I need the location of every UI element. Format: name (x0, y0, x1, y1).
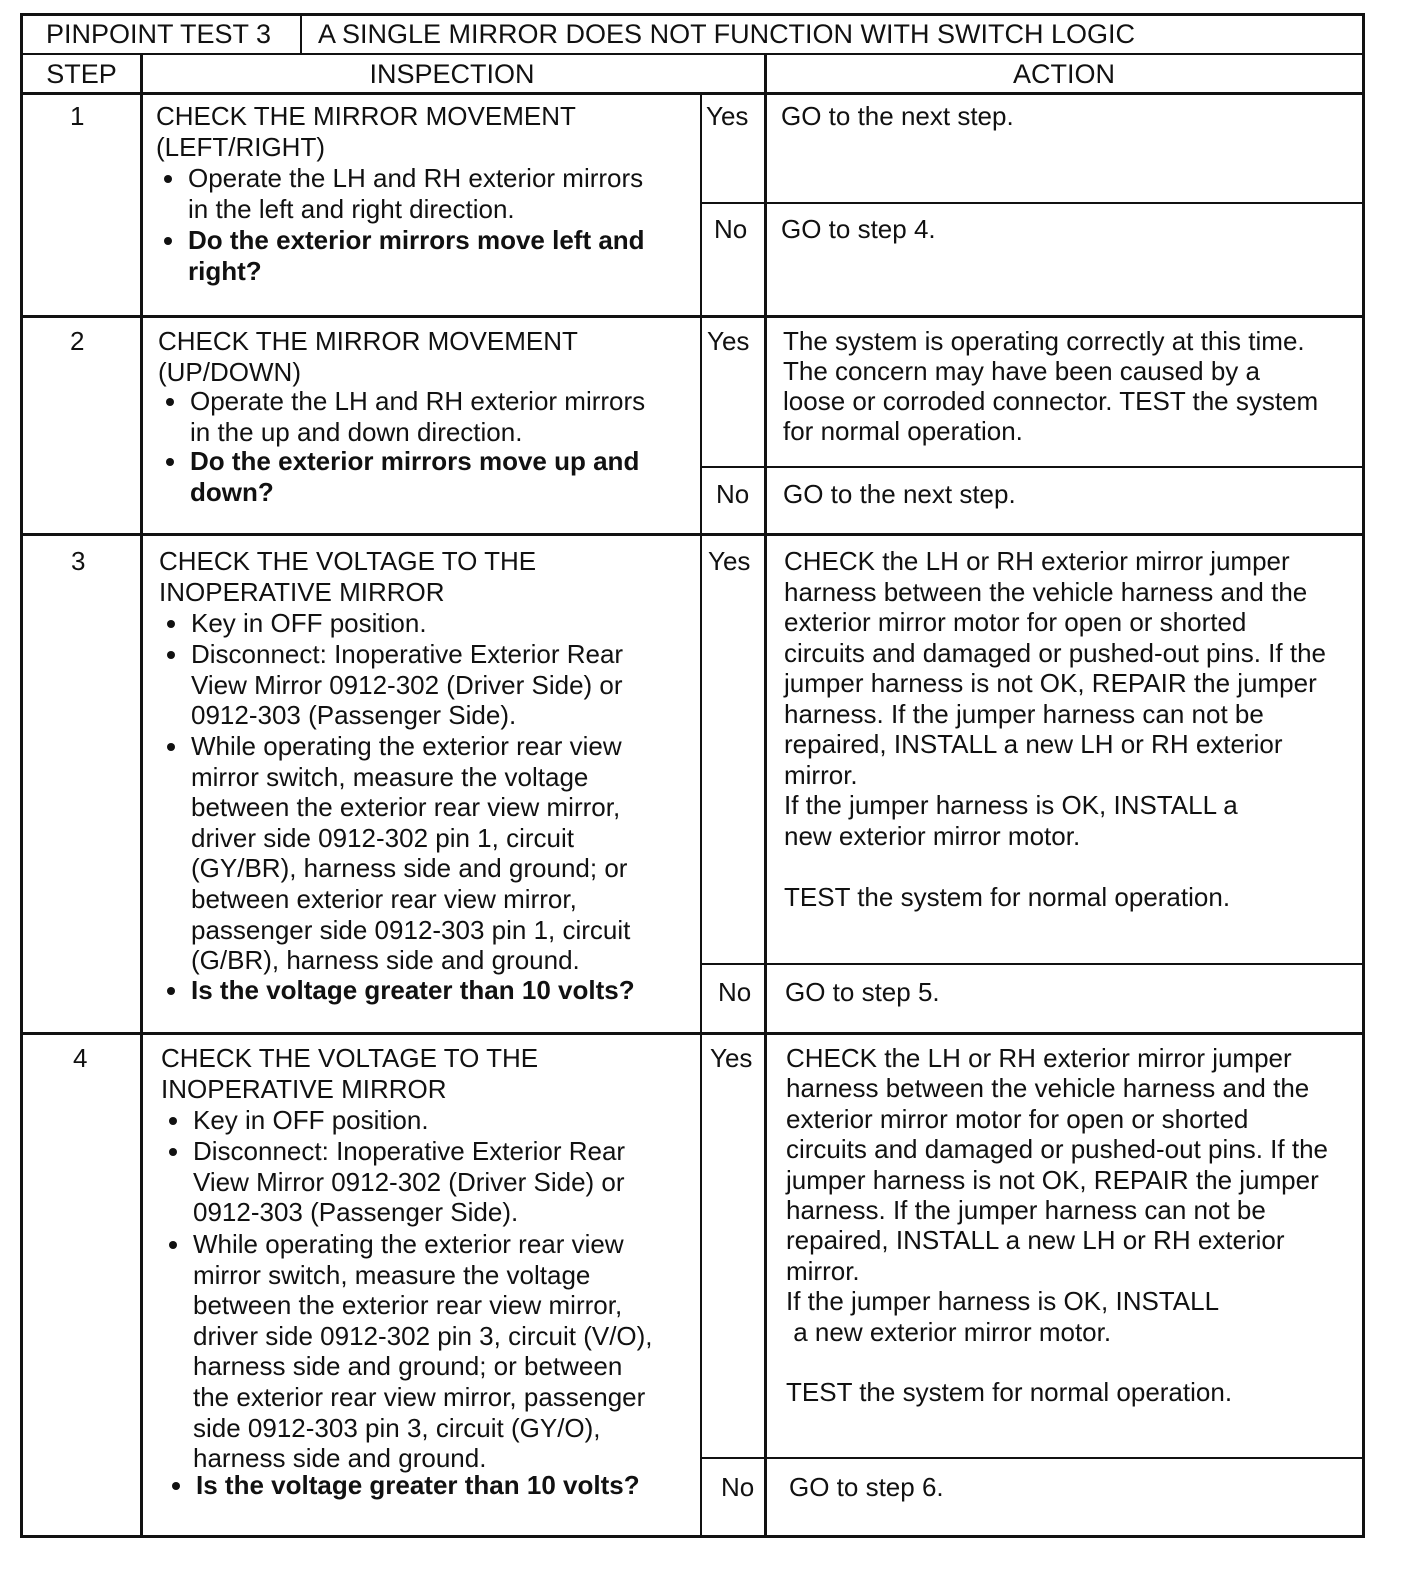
bullet-line: harness side and ground. (193, 1443, 487, 1474)
step-2-bullet-1 (190, 386, 645, 447)
bullet-line: 0912-303 (Passenger Side). (191, 700, 517, 731)
bullet-line: Is the voltage greater than 10 volts? (196, 1470, 640, 1500)
bullet-line: 0912-303 (Passenger Side). (193, 1197, 519, 1228)
step-1-number: 1 (70, 101, 85, 131)
action-line: exterior mirror motor for open or shorted (786, 1103, 1249, 1134)
bullet-icon (169, 1148, 177, 1156)
action-line (784, 851, 1326, 882)
step-3-bullet-2 (191, 639, 623, 731)
bullet-line: side 0912-303 pin 3, circuit (GY/O), (193, 1412, 601, 1443)
step-3-number: 3 (71, 546, 86, 576)
step-column-divider (140, 54, 143, 1536)
step-1-bullet-1 (188, 163, 643, 224)
step-4-question (196, 1470, 640, 1501)
action-line: TEST the system for normal operation. (784, 881, 1231, 912)
action-line (786, 1347, 1328, 1377)
title-row-divider (20, 53, 1365, 55)
action-line: new exterior mirror motor. (784, 820, 1081, 851)
action-line: The system is operating correctly at this time. (783, 326, 1305, 356)
step-4-bullet-3 (193, 1229, 653, 1474)
bullet-icon (169, 1241, 177, 1249)
step-4-no-label: No (721, 1472, 755, 1502)
action-line: GO to step 4. (781, 214, 936, 244)
bullet-line: Disconnect: Inoperative Exterior Rear (191, 639, 624, 669)
action-line: mirror. (784, 759, 858, 790)
bullet-icon (167, 987, 175, 995)
bullet-icon (169, 1117, 177, 1125)
bullet-icon (167, 743, 175, 751)
step-4-yes-action (786, 1043, 1328, 1408)
step-3-question (191, 975, 635, 1006)
action-line: TEST the system for normal operation. (786, 1377, 1233, 1408)
heading-line: CHECK THE VOLTAGE TO THE (161, 1043, 539, 1073)
step-4-number: 4 (73, 1043, 88, 1073)
heading-line: (LEFT/RIGHT) (156, 131, 325, 162)
action-line: harness between the vehicle harness and the (786, 1073, 1310, 1104)
action-line: harness between the vehicle harness and the (784, 576, 1308, 607)
step-3-yes-action (784, 546, 1326, 912)
bullet-icon (167, 620, 175, 628)
step-3-bullet-3 (191, 731, 630, 976)
bullet-line: between the exterior rear view mirror, (193, 1290, 623, 1321)
test-id-label: PINPOINT TEST 3 (46, 19, 272, 49)
bullet-line: the exterior rear view mirror, passenger (193, 1381, 646, 1412)
step-1-yes-label: Yes (706, 101, 749, 131)
step-3-heading (159, 546, 536, 607)
step-4-bullet-1 (193, 1105, 429, 1136)
heading-line: INOPERATIVE MIRROR (159, 576, 445, 607)
action-line: If the jumper harness is OK, INSTALL a (784, 790, 1238, 820)
bullet-icon (167, 651, 175, 659)
step-2-3-divider (20, 533, 1365, 536)
action-line: a new exterior mirror motor. (786, 1316, 1112, 1347)
action-line: circuits and damaged or pushed-out pins. If the (784, 637, 1326, 668)
bullet-line: mirror switch, measure the voltage (193, 1259, 591, 1290)
action-line: jumper harness is not OK, REPAIR the jumper (784, 668, 1317, 698)
bullet-line: Disconnect: Inoperative Exterior Rear (193, 1136, 626, 1166)
bullet-line: Is the voltage greater than 10 volts? (191, 975, 635, 1005)
bullet-icon (166, 398, 174, 406)
bullet-icon (164, 175, 172, 183)
frame-left-border (20, 13, 23, 1538)
bullet-line: passenger side 0912-303 pin 1, circuit (191, 914, 631, 945)
test-title: A SINGLE MIRROR DOES NOT FUNCTION WITH SWITCH LOGIC (318, 19, 1136, 49)
action-line: circuits and damaged or pushed-out pins. If the (786, 1134, 1328, 1165)
action-line: GO to the next step. (781, 101, 1014, 131)
step-4-yes-no-divider (701, 1457, 1365, 1459)
bullet-line: View Mirror 0912-302 (Driver Side) or (191, 669, 623, 700)
heading-line: INOPERATIVE MIRROR (161, 1073, 447, 1104)
step-3-yes-no-divider (701, 963, 1365, 965)
step-1-yes-no-divider (701, 202, 1365, 204)
action-column-header: ACTION (1012, 59, 1115, 89)
bullet-line: Operate the LH and RH exterior mirrors (190, 386, 646, 416)
step-4-bullet-2 (193, 1136, 625, 1228)
action-line: harness. If the jumper harness can not be (784, 698, 1264, 729)
heading-line: (UP/DOWN) (158, 356, 301, 387)
header-row-divider (20, 92, 1365, 95)
step-1-yes-action (781, 101, 1014, 132)
bullet-line: down? (190, 476, 274, 507)
action-line: mirror. (786, 1255, 860, 1286)
inspection-column-header: INSPECTION (369, 59, 535, 89)
bullet-line: mirror switch, measure the voltage (191, 761, 589, 792)
bullet-line: (GY/BR), harness side and ground; or (191, 853, 628, 884)
bullet-line: (G/BR), harness side and ground. (191, 945, 580, 976)
frame-top-border (20, 13, 1365, 16)
action-line: loose or corroded connector. TEST the system (783, 386, 1319, 416)
action-line: repaired, INSTALL a new LH or RH exterior (786, 1225, 1285, 1256)
action-line: GO to step 5. (785, 977, 940, 1007)
bullet-line: driver side 0912-302 pin 1, circuit (191, 822, 574, 853)
bullet-icon (166, 458, 174, 466)
step-3-bullet-1 (191, 608, 427, 639)
bullet-line: harness side and ground; or between (193, 1351, 623, 1382)
title-vertical-divider (300, 13, 302, 54)
step-4-no-action (789, 1472, 944, 1503)
action-line: The concern may have been caused by a (783, 356, 1260, 386)
bullet-line: Key in OFF position. (193, 1105, 429, 1135)
action-line: harness. If the jumper harness can not be (786, 1195, 1266, 1226)
step-1-no-action (781, 214, 936, 245)
action-line: for normal operation. (783, 416, 1023, 446)
bullet-icon (172, 1482, 180, 1490)
bullet-line: driver side 0912-302 pin 3, circuit (V/O), (193, 1320, 653, 1351)
step-3-yes-label: Yes (708, 546, 751, 576)
step-4-yes-label: Yes (710, 1043, 753, 1073)
heading-line: CHECK THE MIRROR MOVEMENT (156, 101, 576, 131)
step-2-no-label: No (716, 479, 750, 509)
step-2-yes-action (783, 326, 1318, 446)
bullet-line: While operating the exterior rear view (191, 731, 622, 761)
bullet-line: Operate the LH and RH exterior mirrors (188, 163, 644, 193)
step-3-no-label: No (718, 977, 752, 1007)
heading-line: CHECK THE VOLTAGE TO THE (159, 546, 537, 576)
bullet-line: Do the exterior mirrors move up and (190, 446, 640, 476)
step-4-heading (161, 1043, 538, 1104)
bullet-line: right? (188, 255, 262, 286)
action-line: GO to the next step. (783, 479, 1016, 509)
bullet-line: in the left and right direction. (188, 193, 515, 224)
frame-bottom-border (20, 1535, 1365, 1538)
yes-no-column-divider (700, 94, 702, 1536)
bullet-icon (164, 237, 172, 245)
step-3-no-action (785, 977, 940, 1008)
action-column-divider (764, 54, 767, 1536)
step-1-2-divider (20, 315, 1365, 318)
action-line: If the jumper harness is OK, INSTALL (786, 1286, 1220, 1317)
step-column-header: STEP (46, 59, 117, 89)
step-2-heading (158, 326, 578, 387)
bullet-line: View Mirror 0912-302 (Driver Side) or (193, 1166, 625, 1197)
bullet-line: in the up and down direction. (190, 416, 523, 447)
heading-line: CHECK THE MIRROR MOVEMENT (158, 326, 578, 356)
bullet-line: Do the exterior mirrors move left and (188, 225, 645, 255)
bullet-line: between the exterior rear view mirror, (191, 792, 621, 823)
action-line: jumper harness is not OK, REPAIR the jumper (786, 1164, 1319, 1195)
step-2-question (190, 446, 639, 507)
action-line: GO to step 6. (789, 1472, 944, 1502)
frame-right-border (1362, 13, 1365, 1538)
step-3-4-divider (20, 1032, 1365, 1035)
action-line: CHECK the LH or RH exterior mirror jumper (784, 546, 1290, 576)
step-1-heading (156, 101, 576, 162)
action-line: repaired, INSTALL a new LH or RH exterior (784, 729, 1283, 759)
step-1-no-label: No (714, 214, 748, 244)
step-2-yes-label: Yes (707, 326, 750, 356)
step-2-yes-no-divider (701, 466, 1365, 468)
bullet-line: between exterior rear view mirror, (191, 883, 577, 914)
bullet-line: While operating the exterior rear view (193, 1229, 624, 1259)
step-2-no-action (783, 479, 1016, 510)
action-line: exterior mirror motor for open or shorted (784, 607, 1247, 637)
bullet-line: Key in OFF position. (191, 608, 427, 638)
step-1-question (188, 225, 645, 286)
step-2-number: 2 (70, 326, 85, 356)
action-line: CHECK the LH or RH exterior mirror jumper (786, 1043, 1292, 1073)
